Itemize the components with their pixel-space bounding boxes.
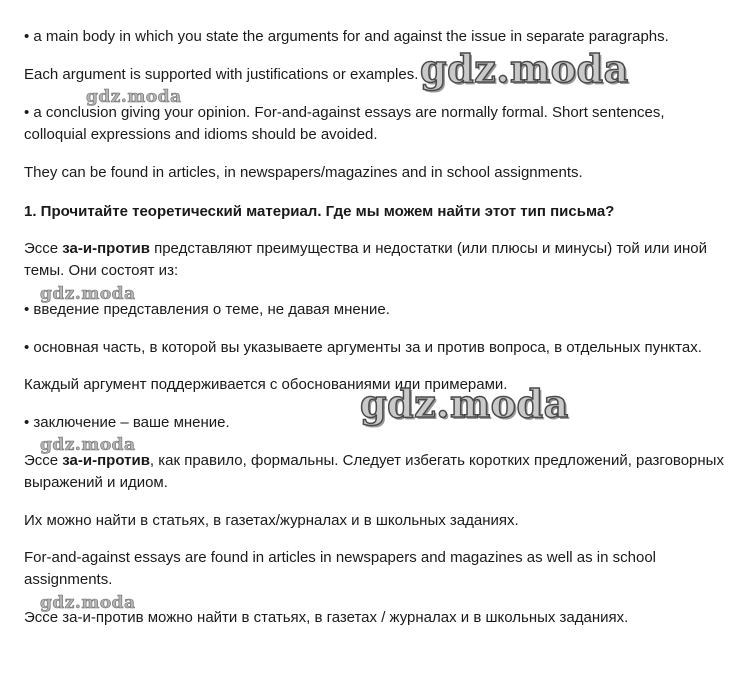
watermark-logo: gdz.moda xyxy=(420,46,629,91)
paragraph-main-body: • a main body in which you state the arguments for and against the issue in separate paragraphs. xyxy=(24,28,669,45)
bold-term: за-и-против xyxy=(62,452,150,469)
paragraph-arguments-supported: Each argument is supported with justifications or examples. xyxy=(24,66,419,83)
text-suffix: представляют преимущества и недостатки (или плюсы и минусы) той или иной темы. Они состоят из: xyxy=(24,240,708,279)
paragraph-found-in-articles-ru: Эссе за-и-против можно найти в статьях, в газетах / журналах и в школьных заданиях. xyxy=(24,609,629,626)
text-prefix: Эссе xyxy=(24,452,63,469)
paragraph-formal-ru xyxy=(24,450,724,494)
task-heading: 1. Прочитайте теоретический материал. Где мы можем найти этот тип письма? xyxy=(24,203,615,220)
bold-term: за-и-против xyxy=(62,240,150,257)
watermark-logo: gdz.moda xyxy=(40,284,136,304)
watermark-logo: gdz.moda xyxy=(86,87,182,107)
paragraph-arguments-ru: Каждый аргумент поддерживается с обоснованиями или примерами. xyxy=(24,376,508,393)
paragraph-where-found-en: They can be found in articles, in newspapers/magazines and in school assignments. xyxy=(24,164,583,181)
watermark-logo: gdz.moda xyxy=(40,435,136,455)
paragraph-found-in-articles-en: For-and-against essays are found in articles in newspapers and magazines as well as in school assignments. xyxy=(24,549,656,588)
text-suffix: , как правило, формальны. Следует избегать коротких предложений, разговорных выражений и идиом. xyxy=(24,452,724,491)
paragraph-main-body-ru: • основная часть, в которой вы указываете аргументы за и против вопроса, в отдельных пунктах. xyxy=(24,339,702,356)
paragraph-conclusion-ru: • заключение – ваше мнение. xyxy=(24,414,230,431)
paragraph-essay-definition-ru xyxy=(24,238,724,282)
paragraph-where-found-ru: Их можно найти в статьях, в газетах/журналах и в школьных заданиях. xyxy=(24,512,519,529)
text-prefix: Эссе xyxy=(24,240,63,257)
watermark-logo: gdz.moda xyxy=(360,381,569,426)
watermark-logo: gdz.moda xyxy=(40,593,136,613)
paragraph-conclusion: • a conclusion giving your opinion. For-and-against essays are normally formal. Short sentences, colloquial expressions and idioms should be avoided. xyxy=(24,104,665,143)
paragraph-introduction-ru: • введение представления о теме, не давая мнение. xyxy=(24,301,390,318)
